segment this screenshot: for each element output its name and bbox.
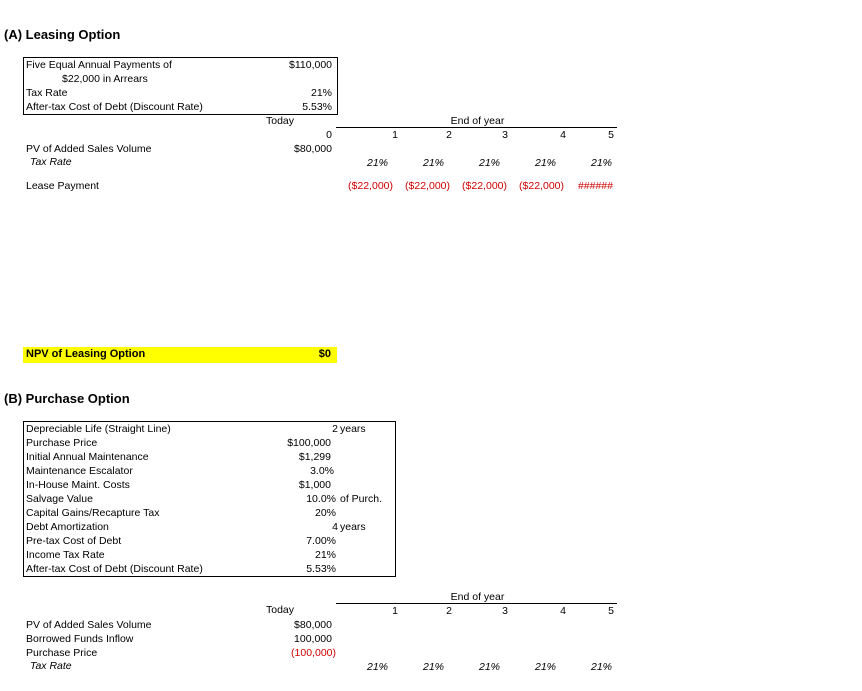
purchase-borrowed-today: 100,000 [294,633,332,645]
assumption-label: Initial Annual Maintenance [26,451,149,463]
purchase-assumptions-list [26,422,392,576]
purchase-price-today: (100,000) [291,647,336,659]
assumption-unit: of Purch. [340,493,383,505]
assumption-row [26,534,392,548]
assumption-value: 20% [314,507,336,519]
assumption-label: Salvage Value [26,493,93,505]
assumption-value: 10.0% [306,493,336,505]
assumption-value: 5.53% [306,563,336,575]
assumption-row [26,464,392,478]
leasing-today-label: Today [266,115,295,127]
assumption-label: Depreciable Life (Straight Line) [26,423,171,435]
purchase-year-4: 4 [560,605,566,617]
leasing-lease-payment-y1: ($22,000) [348,180,393,192]
assumption-value: 3.0% [310,465,334,477]
assumption-row [26,436,392,450]
purchase-tax-rate-y1: 21% [366,661,388,673]
purchase-tax-rate-row-label: Tax Rate [30,660,72,672]
leasing-tax-rate-y1: 21% [366,157,388,169]
leasing-year-0: 0 [326,129,332,141]
purchase-today-label: Today [266,604,295,616]
assumption-value: $1,000 [298,479,331,491]
assumption-row [26,478,392,492]
assumption-value: $100,000 [287,437,331,449]
assumption-label: After-tax Cost of Debt (Discount Rate) [26,563,203,575]
leasing-pv-sales-today: $80,000 [294,143,332,155]
assumption-label: Income Tax Rate [26,549,105,561]
assumption-value: 4 [332,521,338,533]
assumption-value: 21% [314,549,336,561]
leasing-tax-rate-y5: 21% [590,157,612,169]
leasing-section-title: (A) Leasing Option [4,27,121,42]
leasing-tax-rate-value: 21% [310,87,332,99]
leasing-npv-label: NPV of Leasing Option [26,348,146,360]
leasing-year-5: 5 [608,129,614,141]
purchase-tax-rate-y4: 21% [534,661,556,673]
purchase-year-3: 3 [502,605,508,617]
assumption-label: In-House Maint. Costs [26,479,130,491]
leasing-end-of-year-label: End of year [450,115,505,127]
purchase-tax-rate-y3: 21% [478,661,500,673]
leasing-payments-sublabel: $22,000 in Arrears [62,73,148,85]
leasing-year-1: 1 [392,129,398,141]
leasing-payments-label: Five Equal Annual Payments of [26,59,172,71]
leasing-year-2: 2 [446,129,452,141]
assumption-value: 7.00% [306,535,336,547]
assumption-row [26,562,392,576]
leasing-tax-rate-y4: 21% [534,157,556,169]
purchase-end-of-year-label: End of year [450,591,505,603]
assumption-value: 2 [332,423,338,435]
leasing-tax-rate-row-label: Tax Rate [30,156,72,168]
purchase-pv-sales-label: PV of Added Sales Volume [26,619,152,631]
assumption-label: Pre-tax Cost of Debt [26,535,122,547]
leasing-tax-rate-y3: 21% [478,157,500,169]
leasing-lease-payment-y3: ($22,000) [462,180,507,192]
assumption-value: $1,299 [298,451,331,463]
purchase-price-label: Purchase Price [26,647,98,659]
leasing-npv-value: $0 [318,348,331,360]
leasing-pv-sales-label: PV of Added Sales Volume [26,143,152,155]
assumption-row [26,450,392,464]
purchase-borrowed-label: Borrowed Funds Inflow [26,633,134,645]
assumption-label: Capital Gains/Recapture Tax [26,507,160,519]
assumption-label: Purchase Price [26,437,98,449]
leasing-lease-payment-y5: ###### [577,180,613,192]
leasing-cost-of-debt-value: 5.53% [302,101,332,113]
leasing-year-3: 3 [502,129,508,141]
purchase-tax-rate-y2: 21% [422,661,444,673]
assumption-label: Debt Amortization [26,521,109,533]
purchase-tax-rate-y5: 21% [590,661,612,673]
leasing-tax-rate-y2: 21% [422,157,444,169]
assumption-unit: years [340,521,366,533]
leasing-lease-payment-y4: ($22,000) [519,180,564,192]
purchase-year-5: 5 [608,605,614,617]
purchase-year-2: 2 [446,605,452,617]
assumption-row [26,548,392,562]
leasing-cost-of-debt-label: After-tax Cost of Debt (Discount Rate) [26,101,203,113]
leasing-tax-rate-label: Tax Rate [26,87,68,99]
assumption-row [26,492,392,506]
assumption-label: Maintenance Escalator [26,465,133,477]
purchase-section-title: (B) Purchase Option [4,391,130,406]
assumption-row [26,506,392,520]
leasing-npv-row [23,347,337,363]
leasing-lease-payment-label: Lease Payment [26,180,99,192]
purchase-year-1: 1 [392,605,398,617]
assumption-unit: years [340,423,366,435]
leasing-year-4: 4 [560,129,566,141]
leasing-payments-value: $110,000 [288,59,332,71]
purchase-pv-sales-today: $80,000 [294,619,332,631]
assumption-row [26,520,392,534]
leasing-lease-payment-y2: ($22,000) [405,180,450,192]
assumption-row [26,422,392,436]
